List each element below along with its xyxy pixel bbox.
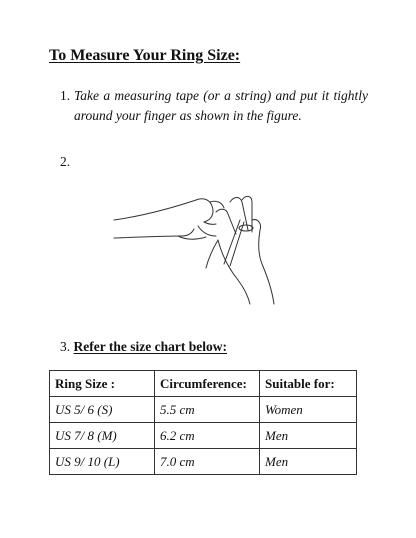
size-chart-header-row bbox=[50, 371, 357, 397]
cell-suitable-for: Women bbox=[260, 397, 357, 423]
header-suitable-for: Suitable for: bbox=[260, 371, 357, 397]
step-3 bbox=[60, 339, 227, 355]
table-row bbox=[50, 449, 357, 475]
step-2 bbox=[60, 154, 70, 170]
size-chart-table bbox=[49, 370, 357, 475]
header-circumference: Circumference: bbox=[155, 371, 260, 397]
cell-ring-size: US 5/ 6 (S) bbox=[50, 397, 155, 423]
step-1-number: 1. bbox=[60, 88, 71, 103]
step-2-number: 2. bbox=[60, 154, 71, 169]
cell-circumference: 5.5 cm bbox=[155, 397, 260, 423]
hand-measuring-finger-icon bbox=[112, 190, 282, 308]
cell-ring-size: US 7/ 8 (M) bbox=[50, 423, 155, 449]
header-ring-size: Ring Size : bbox=[50, 371, 155, 397]
cell-circumference: 7.0 cm bbox=[155, 449, 260, 475]
cell-suitable-for: Men bbox=[260, 449, 357, 475]
page-title: To Measure Your Ring Size: bbox=[49, 47, 241, 64]
cell-circumference: 6.2 cm bbox=[155, 423, 260, 449]
step-1 bbox=[60, 86, 368, 126]
step-3-text: Refer the size chart below: bbox=[73, 339, 227, 354]
step-3-number: 3. bbox=[60, 339, 71, 354]
table-row bbox=[50, 397, 357, 423]
table-row bbox=[50, 423, 357, 449]
step-1-text: Take a measuring tape (or a string) and put it tightly around your finger as shown in the figure. bbox=[74, 88, 368, 123]
cell-ring-size: US 9/ 10 (L) bbox=[50, 449, 155, 475]
cell-suitable-for: Men bbox=[260, 423, 357, 449]
